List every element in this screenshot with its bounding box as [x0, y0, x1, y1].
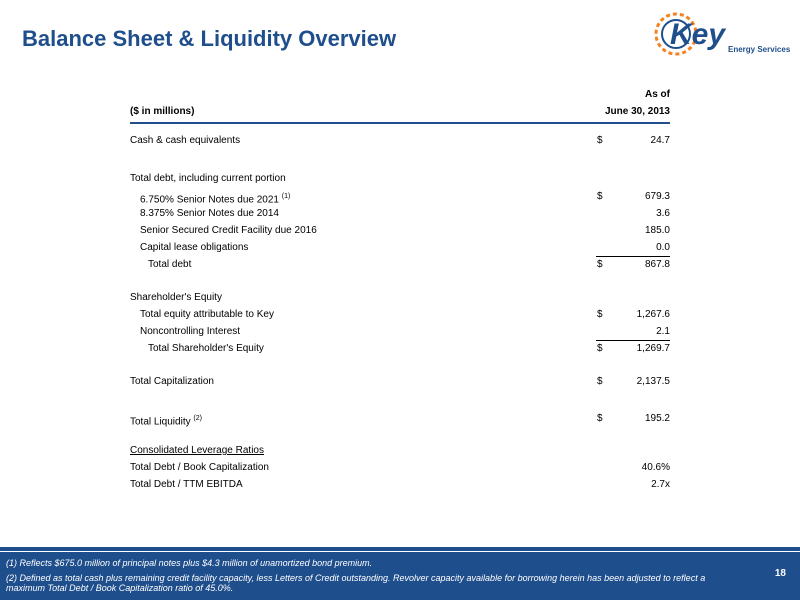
table-row [130, 478, 670, 492]
date-header-line2: June 30, 2013 [604, 106, 670, 117]
table-row [130, 342, 670, 356]
row-label: Total Debt / TTM EBITDA [130, 479, 243, 490]
footnote-ref: (2) [193, 415, 202, 422]
row-label: Senior Secured Credit Facility due 2016 [140, 225, 317, 236]
table-row [130, 241, 670, 255]
row-label: Total Debt / Book Capitalization [130, 462, 269, 473]
table-row [130, 325, 670, 339]
table-row [130, 375, 670, 389]
row-label: Total equity attributable to Key [140, 309, 274, 320]
logo-brand-text: Key [670, 18, 726, 51]
currency-symbol: $ [597, 259, 603, 270]
logo-subtitle: Energy Services [728, 45, 791, 54]
currency-symbol: $ [597, 191, 603, 202]
date-header-line1: As of [645, 89, 670, 100]
header-divider [130, 122, 670, 124]
subtotal-line [596, 256, 670, 257]
row-label: Consolidated Leverage Ratios [130, 445, 264, 456]
subtotal-line [596, 340, 670, 341]
table-row [130, 291, 670, 305]
table-row [130, 258, 670, 272]
table-row [130, 207, 670, 221]
page-title: Balance Sheet & Liquidity Overview [22, 26, 397, 51]
row-value: 1,269.7 [636, 343, 670, 354]
row-value: 195.2 [644, 413, 670, 424]
row-label: Shareholder's Equity [130, 292, 222, 303]
table-row [130, 224, 670, 238]
row-label: Total Capitalization [130, 376, 214, 387]
table-row [130, 190, 670, 204]
footnote-2: (2) Defined as total cash plus remaining credit facility capacity, less Letters of Credit outstanding. Revolver capacity available for borrowing herein has been adjusted to reflect a maximum Total Debt / Book Capitalization ratio of 45.0%. [6, 573, 706, 593]
row-value: 24.7 [650, 135, 670, 146]
row-value: 2.1 [656, 326, 670, 337]
table-row [130, 308, 670, 322]
row-label: 6.750% Senior Notes due 2021 $^{(1)}$ [140, 193, 291, 206]
row-value: 0.0 [656, 242, 670, 253]
row-value: 1,267.6 [636, 309, 670, 320]
table-row [130, 134, 670, 148]
row-label: Total Shareholder's Equity [148, 343, 264, 354]
row-label: 8.375% Senior Notes due 2014 [140, 208, 279, 219]
key-logo-icon [650, 8, 790, 64]
currency-symbol: $ [597, 413, 603, 424]
footnote-ref: (1) [281, 193, 291, 200]
row-label: Total debt [148, 259, 192, 270]
footer-divider [0, 551, 800, 552]
page-number: 18 [774, 568, 786, 579]
footnote-1: (1) Reflects $675.0 million of principal notes plus $4.3 million of unamortized bond premium. [6, 558, 373, 568]
row-value: 40.6% [641, 462, 670, 473]
currency-symbol: $ [597, 376, 603, 387]
row-value: 2.7x [651, 479, 670, 490]
row-label: Total Liquidity $^{(2)}$ [130, 415, 202, 428]
row-value: 2,137.5 [636, 376, 670, 387]
row-label: Total debt, including current portion [130, 173, 286, 184]
currency-symbol: $ [597, 135, 603, 146]
table-row [130, 461, 670, 475]
row-label: Noncontrolling Interest [140, 326, 241, 337]
row-label: Cash & cash equivalents [130, 135, 241, 146]
row-value: 867.8 [644, 259, 670, 270]
unit-header: ($ in millions) [130, 106, 195, 117]
currency-symbol: $ [597, 343, 603, 354]
row-value: 185.0 [644, 225, 670, 236]
table-row [130, 172, 670, 186]
row-label: Capital lease obligations [140, 242, 249, 253]
row-value: 679.3 [644, 191, 670, 202]
table-row [130, 444, 670, 458]
row-value: 3.6 [656, 208, 670, 219]
table-row [130, 412, 670, 426]
currency-symbol: $ [597, 309, 603, 320]
